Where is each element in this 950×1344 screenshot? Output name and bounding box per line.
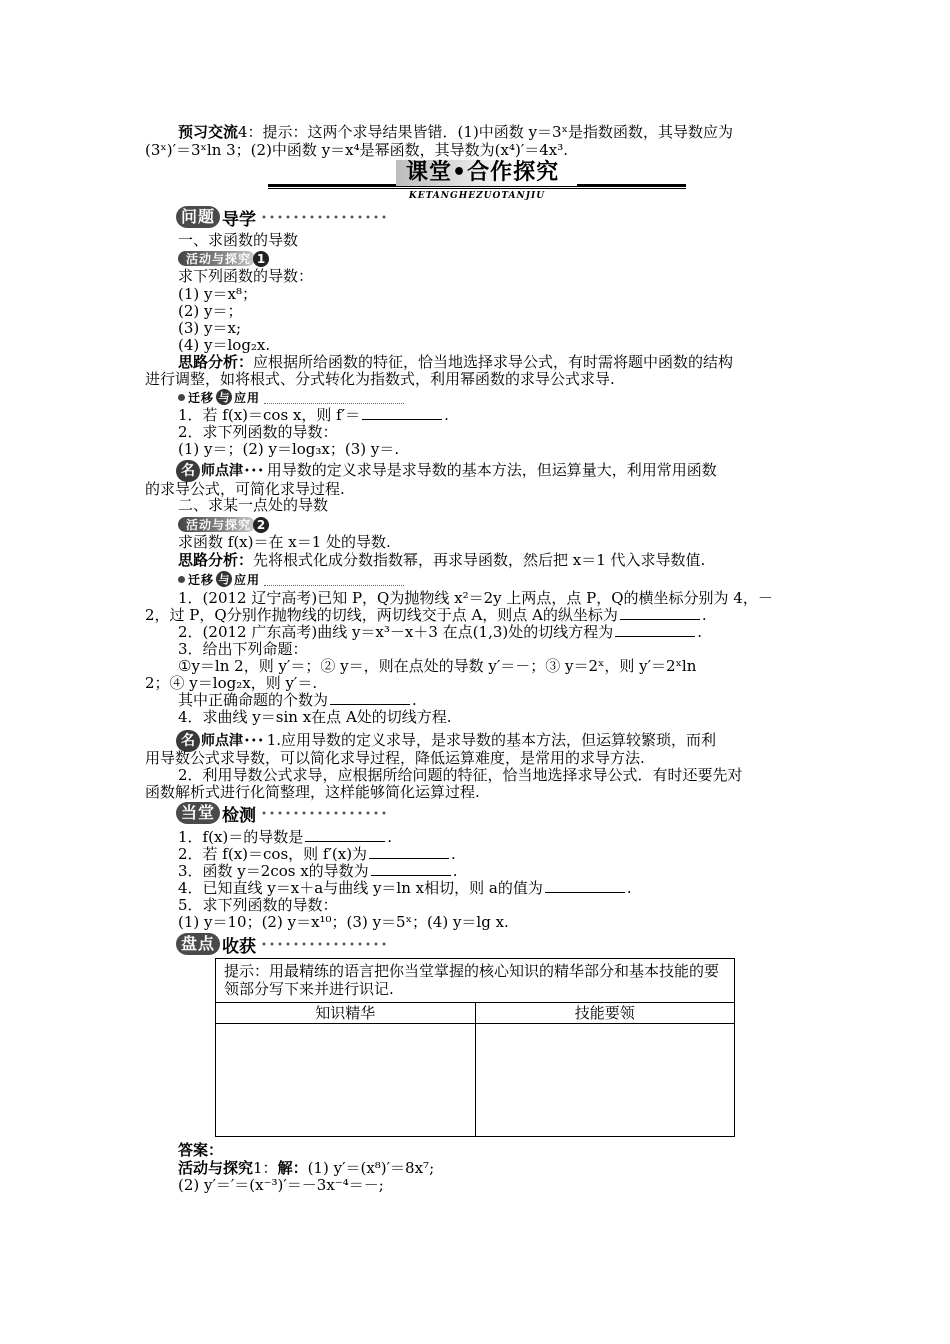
dotted-divider [260, 214, 390, 220]
mig2-line-1: 2，过 P，Q分别作抛物线的切线，两切线交于点 A，则点 A的纵坐标为 . [145, 606, 707, 624]
mig2-line-7: 4．求曲线 y＝sin x在点 A处的切线方程. [178, 708, 452, 726]
banner-title [396, 160, 577, 186]
answer-blank [371, 863, 451, 876]
transfer-tag-a: 迁移 [188, 390, 215, 405]
answer-blank [615, 624, 695, 637]
test-line-5: (1) y＝10；(2) y＝x¹⁰；(3) y＝5ˣ；(4) y＝lg x. [178, 913, 509, 931]
transfer-tag-a: 迁移 [188, 572, 215, 587]
answers-line-1 [178, 1160, 434, 1177]
think1-line-1 [178, 354, 733, 371]
mig2-line-3: 3．给出下列命题： [178, 640, 308, 658]
note2-text-1: 1.应用导数的定义求导，是求导数的基本方法，但运算较繁琐，而利 [266, 731, 717, 749]
teacher-note-badge: 名 [176, 460, 200, 482]
bullet-icon [178, 576, 185, 583]
banner-title-a: 课堂 [406, 160, 453, 185]
answer-blank [330, 692, 410, 705]
dotted-divider [260, 810, 390, 816]
note2-line-3: 2．利用导数公式求导，应根据所给问题的特征，恰当地选择求导公式．有时还要先对 [178, 766, 743, 784]
banner-title-b: 合作探究 [467, 160, 560, 185]
answers-act-num: 1： [253, 1159, 278, 1177]
activity-tag-number: 1 [253, 251, 269, 267]
test-line-3: 4．已知直线 y＝x＋a与曲线 y＝ln x相切，则 a的值为 . [178, 879, 632, 897]
think1-label: 思路分析： [178, 353, 254, 371]
banner-subtitle: KETANGHEZUOTANJIU [408, 191, 546, 201]
act1-line-4: (4) y＝log₂x. [178, 336, 271, 354]
activity-tag-2 [178, 516, 269, 533]
activity-tag-1 [178, 250, 269, 267]
transfer-tag-y: 与 [216, 571, 232, 587]
preview-line-1 [178, 124, 733, 141]
transfer-tag-y: 与 [216, 389, 232, 405]
dotted-divider [264, 403, 404, 404]
activity-tag-number: 2 [253, 517, 269, 533]
banner-dot: • [452, 160, 468, 185]
mig1-line-2: (1) y＝；(2) y＝log₃x；(3) y＝. [178, 440, 400, 458]
act1-line-3: (3) y＝x; [178, 319, 242, 337]
answer-blank [369, 846, 449, 859]
dotted-divider [260, 941, 390, 947]
part1-title: 一、求函数的导数 [178, 231, 299, 249]
answers-solution-label: 解： [277, 1159, 308, 1177]
test-line-0: 1．f(x)＝的导数是 . [178, 828, 393, 846]
act1-line-2: (2) y＝； [178, 302, 243, 320]
mig1-line-1: 2．求下列函数的导数： [178, 423, 338, 441]
dotted-divider [264, 585, 404, 586]
mig1-line-0: 1．若 f(x)＝cos x，则 f′＝ . [178, 406, 449, 424]
answer-blank [362, 407, 442, 420]
test-line-2-text: 3．函数 y＝2cos x的导数为 [178, 862, 369, 880]
mig2-line-4: ①y＝ln 2，则 y′＝；② y＝，则在点处的导数 y′＝－；③ y＝2ˣ，则 y′＝2ˣln [178, 657, 697, 675]
activity-tag-label: 活动与探究 [178, 251, 255, 266]
answer-blank [545, 880, 625, 893]
think1-line-2: 进行调整，如将根式、分式转化为指数式，利用幂函数的求导公式求导. [145, 370, 615, 388]
test-line-0-text: 1．f(x)＝的导数是 [178, 828, 304, 846]
think2-line [178, 552, 705, 569]
section-header-guide-a: 问题 [176, 206, 220, 228]
part2-title: 二、求某一点处的导数 [178, 496, 329, 514]
summary-table-cell-knowledge[interactable] [216, 1024, 476, 1137]
summary-table [215, 958, 735, 1137]
note1-text-1: 用导数的定义求导是求导数的基本方法，但运算量大，利用常用函数 [266, 461, 717, 479]
mig1-line-0-text: 1．若 f(x)＝cos x，则 f′＝ [178, 406, 361, 424]
answers-line-1-text: (1) y′＝(x⁸)′＝8x⁷; [307, 1159, 435, 1177]
test-line-4: 5．求下列函数的导数： [178, 896, 338, 914]
transfer-tag-b: 应用 [234, 390, 261, 405]
summary-table-col-skills: 技能要领 [475, 1003, 735, 1024]
preview-label: 预习交流 [178, 123, 239, 141]
preview-text-1: 4：提示：这两个求导结果皆错．(1)中函数 y＝3ˣ是指数函数，其导数应为 [238, 123, 733, 141]
preview-line-2: (3ˣ)′＝3ˣln 3；(2)中函数 y＝x⁴是幂函数，其导数为(x⁴)′＝4x³. [145, 141, 569, 159]
section-header-summary-a: 盘点 [176, 933, 220, 955]
mig2-line-6: 其中正确命题的个数为 . [178, 691, 417, 709]
mig2-line-6-text: 其中正确命题的个数为 [178, 691, 329, 709]
note2-line-4: 函数解析式进行化简整理，这样能够简化运算过程. [145, 783, 480, 801]
summary-table-tip: 提示：用最精练的语言把你当堂掌握的核心知识的精华部分和基本技能的要领部分写下来并进行识记. [216, 959, 735, 1003]
mig2-line-0: 1．(2012 辽宁高考)已知 P，Q为抛物线 x²＝2y 上两点，点 P，Q的横坐标分别为 4，－ [178, 589, 773, 607]
answer-blank [305, 829, 385, 842]
note1-line-1 [176, 460, 717, 482]
test-line-3-text: 4．已知直线 y＝x＋a与曲线 y＝ln x相切，则 a的值为 [178, 879, 543, 897]
think1-text-1: 应根据所给函数的特征，恰当地选择求导公式，有时需将题中函数的结构 [253, 353, 734, 371]
mig2-line-2: 2．(2012 广东高考)曲线 y＝x³－x＋3 在点(1,3)处的切线方程为 . [178, 623, 703, 641]
note1-line-2: 的求导公式，可简化求导过程. [145, 480, 345, 498]
activity-tag-label: 活动与探究 [178, 517, 255, 532]
think2-label: 思路分析： [178, 551, 254, 569]
section-header-guide-b: 导学 [222, 209, 257, 230]
section-header-summary [176, 932, 390, 956]
section-header-test-b: 检测 [222, 805, 257, 826]
test-line-1-text: 2．若 f(x)＝cos，则 f′(x)为 [178, 845, 368, 863]
teacher-note-dots: ••• [244, 735, 265, 747]
transfer-tag-b: 应用 [234, 572, 261, 587]
teacher-note-badge: 名 [176, 730, 200, 752]
teacher-note-label: 师点津 [201, 462, 243, 479]
mig2-line-5: 2；④ y＝log₂x，则 y′＝. [145, 674, 318, 692]
test-line-1: 2．若 f(x)＝cos，则 f′(x)为 . [178, 845, 456, 863]
section-header-summary-b: 收获 [222, 936, 257, 957]
transfer-tag-1 [178, 389, 404, 405]
banner-rule-thin [268, 188, 686, 189]
act1-line-0: 求下列函数的导数： [178, 267, 314, 285]
summary-table-col-knowledge: 知识精华 [216, 1003, 476, 1024]
answers-act-label: 活动与探究 [178, 1159, 254, 1177]
section-banner [268, 160, 686, 202]
bullet-icon [178, 394, 185, 401]
teacher-note-dots: ••• [244, 465, 265, 477]
mig2-line-1-text: 2，过 P，Q分别作抛物线的切线，两切线交于点 A，则点 A的纵坐标为 [145, 606, 618, 624]
note2-line-2: 用导数公式求导数，可以简化求导过程，降低运算难度，是常用的求导方法. [145, 749, 645, 767]
section-header-test-a: 当堂 [176, 802, 220, 824]
transfer-tag-2 [178, 571, 404, 587]
answers-line-2: (2) y′＝′＝(x⁻³)′＝－3x⁻⁴＝－; [178, 1176, 384, 1194]
think2-text: 先将根式化成分数指数幂，再求导函数，然后把 x＝1 代入求导数值. [253, 551, 706, 569]
section-header-guide [176, 205, 390, 229]
act1-line-1: (1) y＝x⁸； [178, 285, 257, 303]
answer-blank [620, 607, 700, 620]
teacher-note-tag [176, 460, 265, 482]
mig2-line-2-text: 2．(2012 广东高考)曲线 y＝x³－x＋3 在点(1,3)处的切线方程为 [178, 623, 614, 641]
act2-line: 求函数 f(x)＝在 x＝1 处的导数. [178, 533, 391, 551]
answers-label: 答案： [178, 1141, 224, 1159]
summary-table-cell-skills[interactable] [475, 1024, 735, 1137]
test-line-2: 3．函数 y＝2cos x的导数为 . [178, 862, 458, 880]
section-header-test [176, 801, 390, 825]
teacher-note-label: 师点津 [201, 732, 243, 749]
